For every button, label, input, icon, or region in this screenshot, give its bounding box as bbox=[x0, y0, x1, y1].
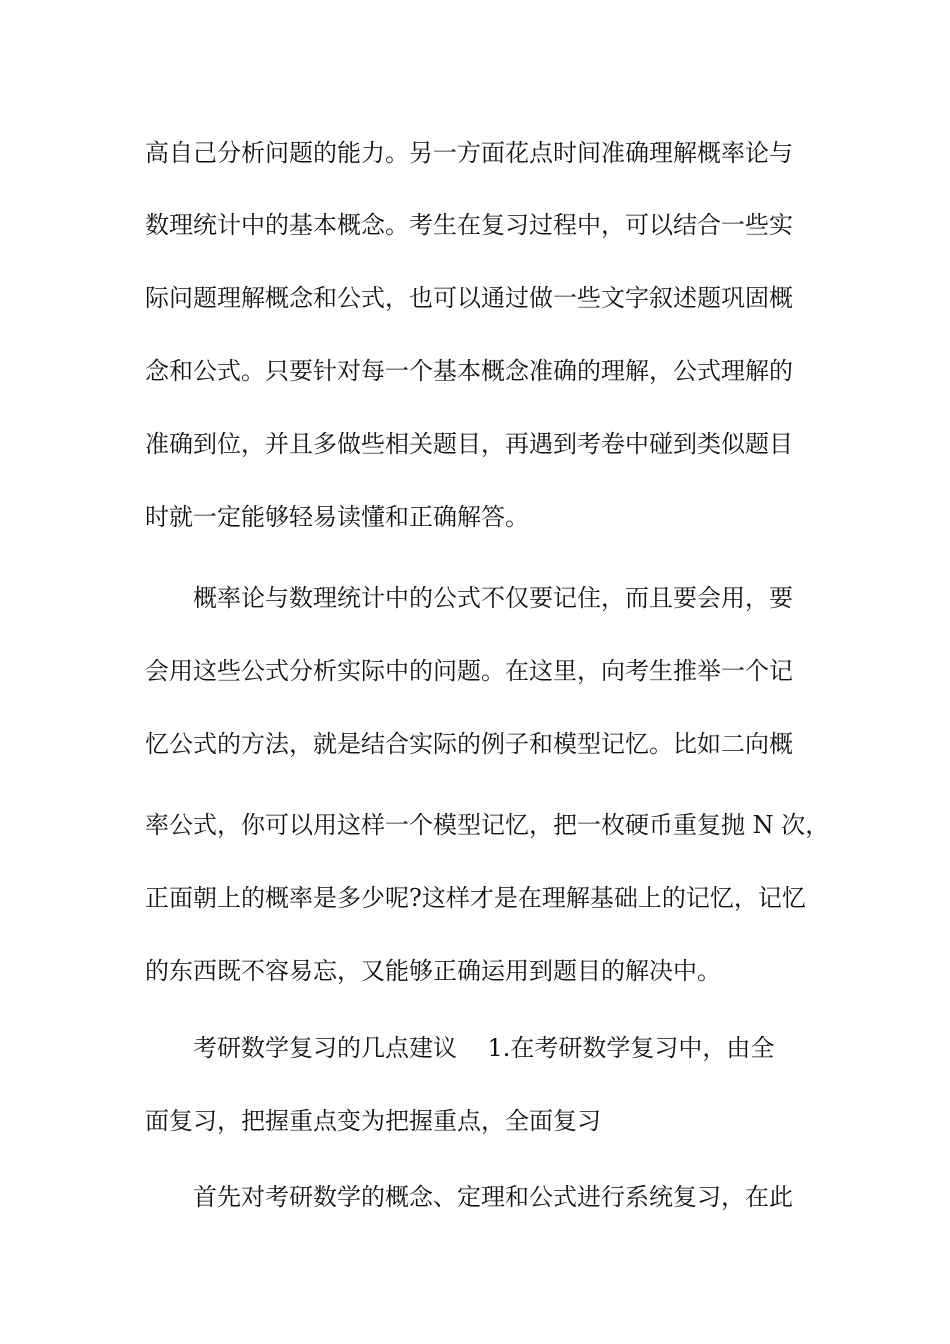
text-line-5: 准确到位，并且多做些相关题目，再遇到考卷中碰到类似题目 bbox=[145, 430, 793, 458]
text-line-3: 际问题理解概念和公式，也可以通过做一些文字叙述题巩固概 bbox=[145, 284, 793, 312]
text-line-12: 的东西既不容易忘，又能够正确运用到题目的解决中。 bbox=[145, 957, 721, 985]
text-line-9: 忆公式的方法，就是结合实际的例子和模型记忆。比如二向概 bbox=[145, 730, 793, 758]
text-line-13: 考研数学复习的几点建议 1.在考研数学复习中，由全 bbox=[193, 1034, 775, 1062]
text-line-10: 率公式，你可以用这样一个模型记忆，把一枚硬币重复抛 N 次， bbox=[145, 811, 830, 839]
text-line-1: 高自己分析问题的能力。另一方面花点时间准确理解概率论与 bbox=[145, 139, 793, 167]
text-line-2: 数理统计中的基本概念。考生在复习过程中，可以结合一些实 bbox=[145, 211, 793, 239]
text-line-14: 面复习，把握重点变为把握重点，全面复习 bbox=[145, 1107, 601, 1135]
text-line-15: 首先对考研数学的概念、定理和公式进行系统复习，在此 bbox=[193, 1183, 793, 1211]
text-line-7: 概率论与数理统计中的公式不仅要记住，而且要会用，要 bbox=[193, 584, 793, 612]
text-line-11: 正面朝上的概率是多少呢?这样才是在理解基础上的记忆，记忆 bbox=[145, 884, 806, 912]
text-line-6: 时就一定能够轻易读懂和正确解答。 bbox=[145, 503, 529, 531]
text-line-4: 念和公式。只要针对每一个基本概念准确的理解，公式理解的 bbox=[145, 357, 793, 385]
text-line-8: 会用这些公式分析实际中的问题。在这里，向考生推举一个记 bbox=[145, 657, 793, 685]
